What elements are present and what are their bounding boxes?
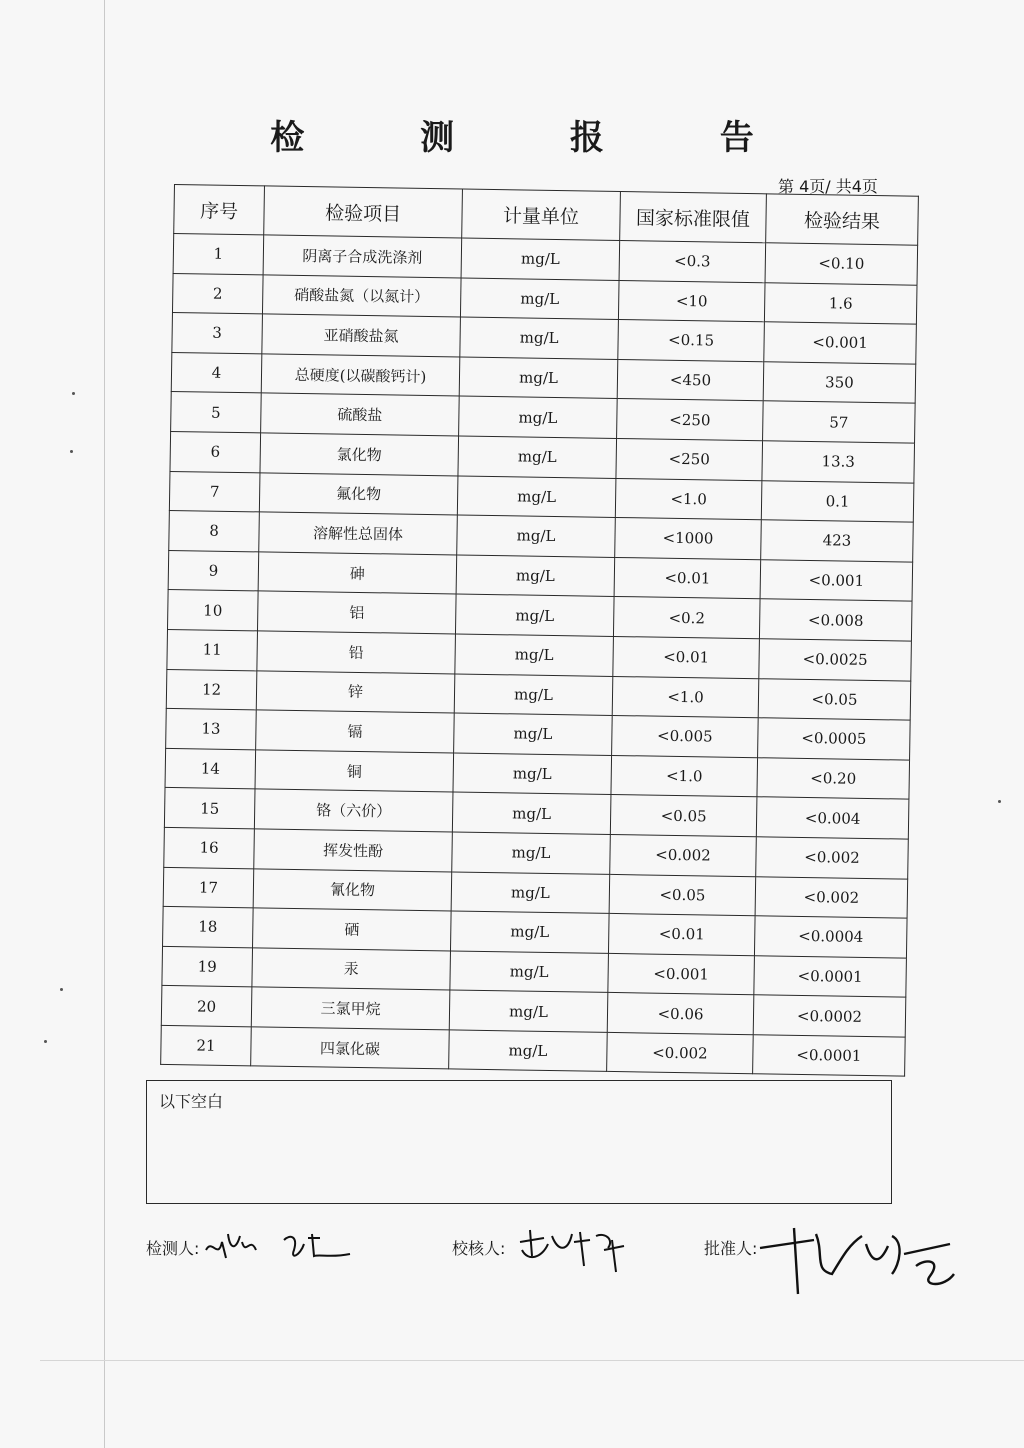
row-item-cell: 锌 [256,670,455,713]
header-limit: 国家标准限值 [620,192,767,243]
row-index-cell: 14 [165,748,256,789]
row-index-cell: 10 [168,590,259,631]
row-result-cell: <0.002 [755,876,908,918]
row-unit-cell: mg/L [459,357,618,399]
row-index-cell: 13 [166,709,257,750]
row-limit-cell: <0.15 [618,320,765,362]
test-results-table [160,184,919,1077]
row-index-cell: 11 [167,629,258,670]
row-limit-cell: <0.06 [607,993,754,1035]
row-item-cell: 氯化物 [260,433,459,476]
row-unit-cell: mg/L [457,515,616,557]
row-item-cell: 氰化物 [253,868,452,911]
row-unit-cell: mg/L [454,713,613,755]
row-item-cell: 硒 [253,908,452,951]
row-result-cell: 57 [763,401,916,443]
row-item-cell: 汞 [252,948,451,991]
row-index-cell: 15 [164,788,255,829]
row-unit-cell: mg/L [454,674,613,716]
row-item-cell: 铬（六价） [254,789,453,832]
row-index-cell: 18 [163,907,254,948]
row-result-cell: <0.001 [764,322,917,364]
row-index-cell: 5 [171,392,262,433]
row-item-cell: 溶解性总固体 [259,512,458,555]
scan-speck [60,988,63,991]
row-result-cell: <0.0001 [753,1035,906,1077]
row-unit-cell: mg/L [458,436,617,478]
row-unit-cell: mg/L [461,238,620,280]
row-unit-cell: mg/L [449,1030,608,1072]
approver-signature-block [704,1236,757,1259]
row-unit-cell: mg/L [459,396,618,438]
header-index: 序号 [174,185,265,235]
tester-signature-handwriting [200,1220,360,1270]
page-fold-line [104,0,105,1448]
row-index-cell: 9 [168,550,259,591]
row-item-cell: 四氯化碳 [251,1027,450,1070]
header-item: 检验项目 [264,186,463,238]
row-result-cell: 423 [761,520,914,562]
row-item-cell: 铜 [255,750,454,793]
row-limit-cell: <250 [617,399,764,441]
row-unit-cell: mg/L [452,792,611,834]
row-unit-cell: mg/L [449,990,608,1032]
row-index-cell: 8 [169,511,260,552]
row-unit-cell: mg/L [453,753,612,795]
row-limit-cell: <0.002 [610,834,757,876]
row-limit-cell: <0.05 [609,874,756,916]
row-limit-cell: <1.0 [615,478,762,520]
row-limit-cell: <0.3 [619,241,766,283]
row-index-cell: 3 [172,313,263,354]
row-unit-cell: mg/L [450,911,609,953]
row-limit-cell: <0.2 [613,597,760,639]
row-limit-cell: <0.01 [613,636,760,678]
row-unit-cell: mg/L [451,871,610,913]
row-index-cell: 16 [164,827,255,868]
row-item-cell: 硫酸盐 [261,393,460,436]
row-index-cell: 6 [170,431,261,472]
row-result-cell: <0.0005 [758,718,911,760]
row-result-cell: 13.3 [762,441,915,483]
row-limit-cell: <0.002 [607,1032,754,1074]
row-index-cell: 1 [173,234,264,275]
tester-label: 检测人: [146,1239,200,1258]
row-item-cell: 硝酸盐氮（以氮计） [262,275,461,318]
row-item-cell: 阴离子合成洗涤剂 [263,235,462,278]
reviewer-signature-block [452,1236,505,1259]
header-result: 检验结果 [766,194,919,245]
approver-signature-handwriting [754,1214,964,1304]
row-unit-cell: mg/L [450,951,609,993]
row-index-cell: 21 [161,1025,252,1066]
row-limit-cell: <1.0 [612,676,759,718]
page-counter: 第 4页/ 共4页 [778,177,878,196]
row-limit-cell: <250 [616,438,763,480]
page-bottom-edge [40,1360,1024,1361]
row-index-cell: 4 [171,352,262,393]
row-unit-cell: mg/L [456,555,615,597]
scan-speck [44,1040,47,1043]
row-result-cell: <0.0001 [754,955,907,997]
row-unit-cell: mg/L [452,832,611,874]
row-limit-cell: <0.01 [608,914,755,956]
row-index-cell: 12 [166,669,257,710]
row-limit-cell: <0.005 [612,716,759,758]
row-result-cell: <0.0002 [753,995,906,1037]
row-item-cell: 铅 [257,631,456,674]
row-result-cell: 1.6 [764,282,917,324]
row-limit-cell: <0.01 [614,557,761,599]
row-limit-cell: <1.0 [611,755,758,797]
row-result-cell: <0.0004 [754,916,907,958]
remarks-text: 以下空白 [159,1092,224,1111]
row-result-cell: <0.008 [759,599,912,641]
row-result-cell: <0.10 [765,243,918,285]
row-result-cell: <0.20 [757,757,910,799]
row-unit-cell: mg/L [460,278,619,320]
row-result-cell: <0.05 [758,678,911,720]
row-index-cell: 17 [163,867,254,908]
row-result-cell: <0.004 [756,797,909,839]
row-result-cell: 350 [763,362,916,404]
row-result-cell: <0.001 [760,560,913,602]
row-item-cell: 亚硝酸盐氮 [262,314,461,357]
row-limit-cell: <1000 [615,518,762,560]
scan-speck [72,392,75,395]
row-unit-cell: mg/L [457,476,616,518]
row-limit-cell: <450 [617,359,764,401]
row-item-cell: 挥发性酚 [254,829,453,872]
report-title: 检 测 报 告 [270,118,806,158]
reviewer-signature-handwriting [514,1222,644,1274]
row-limit-cell: <0.05 [610,795,757,837]
scan-speck [998,800,1001,803]
row-item-cell: 砷 [258,552,457,595]
row-item-cell: 镉 [256,710,455,753]
row-result-cell: <0.0025 [759,639,912,681]
reviewer-label: 校核人: [452,1239,506,1258]
row-unit-cell: mg/L [455,594,614,636]
table-body [161,234,918,1077]
row-unit-cell: mg/L [455,634,614,676]
scan-speck [70,450,73,453]
tester-signature-block [146,1236,199,1259]
row-result-cell: 0.1 [761,480,914,522]
row-unit-cell: mg/L [460,317,619,359]
row-limit-cell: <10 [618,280,765,322]
row-index-cell: 7 [169,471,260,512]
row-index-cell: 2 [172,273,263,314]
header-unit: 计量单位 [462,189,621,240]
row-item-cell: 铝 [257,591,456,634]
row-result-cell: <0.002 [756,837,909,879]
row-item-cell: 氟化物 [259,472,458,515]
row-index-cell: 20 [161,986,252,1027]
approver-label: 批准人: [704,1239,758,1258]
row-item-cell: 三氯甲烷 [251,987,450,1030]
row-limit-cell: <0.001 [608,953,755,995]
row-item-cell: 总硬度(以碳酸钙计) [261,354,460,397]
remarks-box [146,1080,892,1204]
row-index-cell: 19 [162,946,253,987]
